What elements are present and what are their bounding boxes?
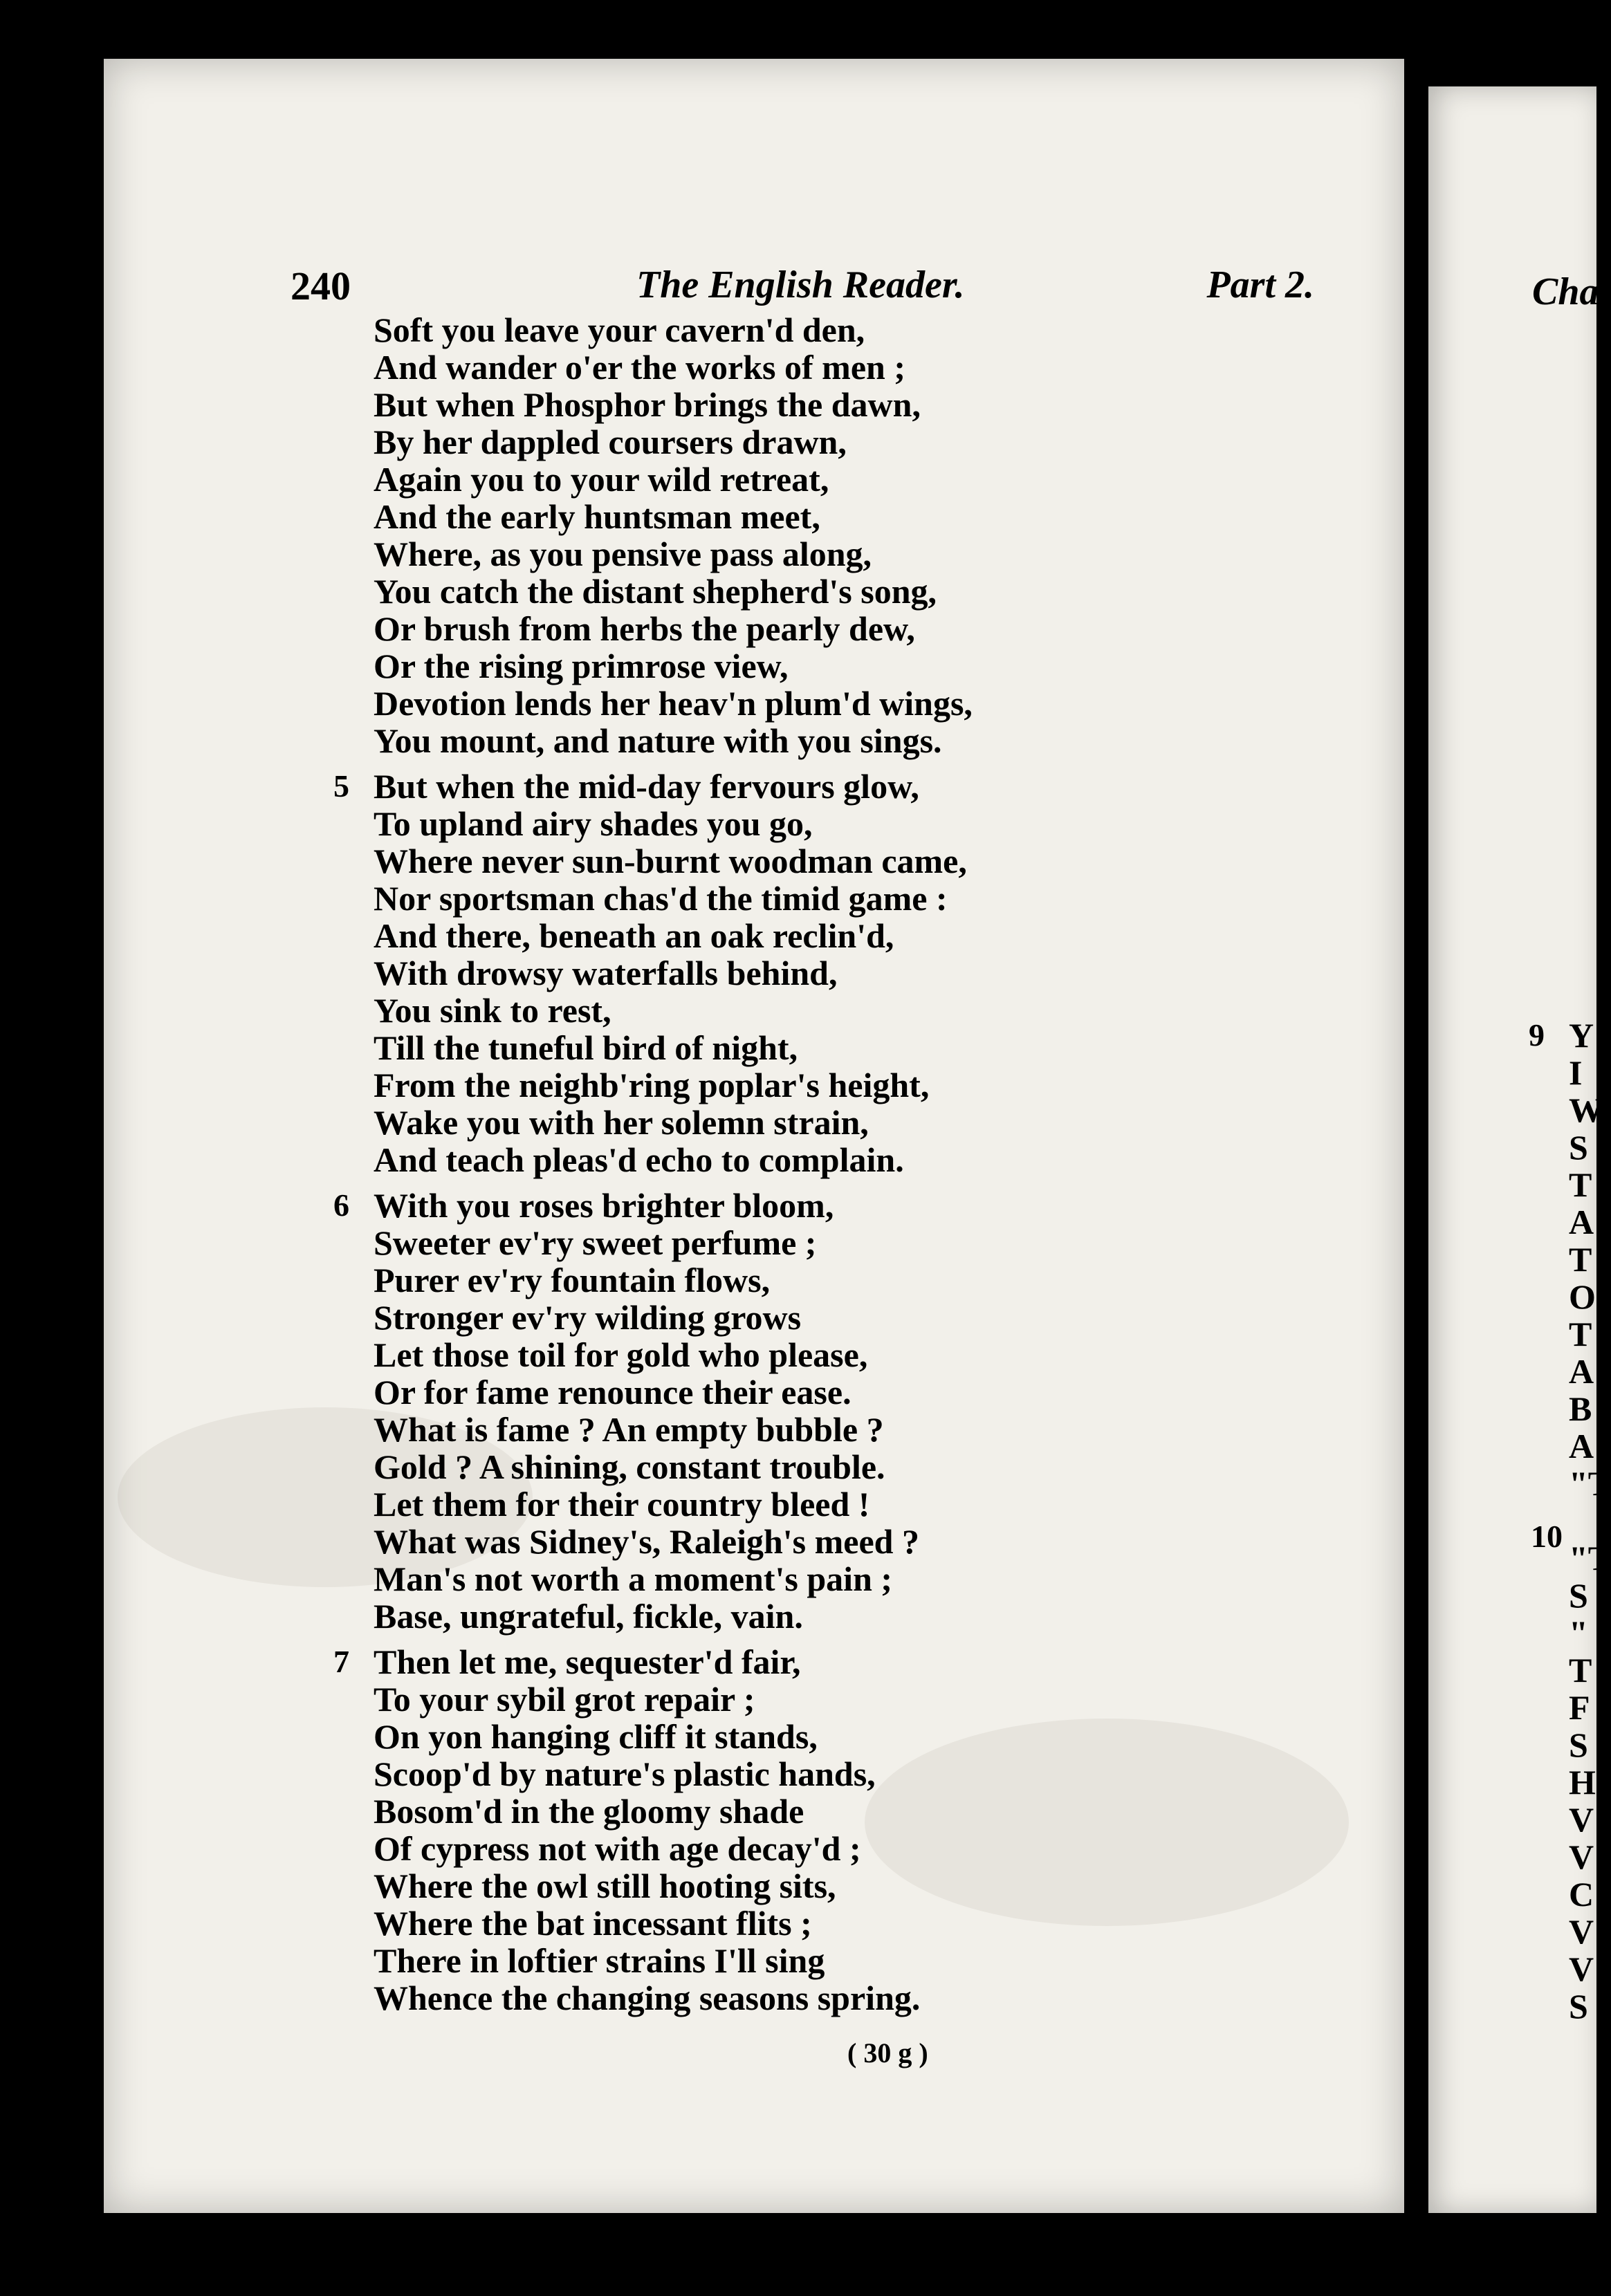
poem-line: Whence the changing seasons spring. xyxy=(374,1979,921,2017)
poem-line: There in loftier strains I'll sing xyxy=(374,1941,825,1980)
book-title: The English Reader. xyxy=(636,263,965,306)
facing-page-line-fragment xyxy=(1569,1502,1611,1539)
facing-page-line-fragment: T xyxy=(1569,1651,1592,1689)
poem-line: Bosom'd in the gloomy shade xyxy=(374,1792,804,1831)
poem-line: And the early huntsman meet, xyxy=(374,497,820,536)
poem-line: Or for fame renounce their ease. xyxy=(374,1373,851,1411)
facing-page-line-fragment: T xyxy=(1569,1315,1592,1353)
facing-page-line-fragment: B xyxy=(1569,1389,1592,1428)
stanza xyxy=(333,1186,973,1636)
printer-signature-mark: ( 30 g ) xyxy=(847,2037,928,2068)
poem-line: Man's not worth a moment's pain ; xyxy=(374,1559,893,1598)
stanza-number: 6 xyxy=(333,1187,349,1223)
facing-page-line-fragment: T xyxy=(1569,1240,1592,1279)
poem-line: You sink to rest, xyxy=(374,991,611,1030)
poem-line: What is fame ? An empty bubble ? xyxy=(374,1410,884,1449)
poem-line: Where the bat incessant flits ; xyxy=(374,1904,812,1943)
poem-line: Where the owl still hooting sits, xyxy=(374,1867,836,1905)
facing-page-line-fragment: Y xyxy=(1569,1016,1594,1055)
facing-page-line-fragment: "T xyxy=(1569,1464,1611,1503)
facing-page-line-fragment: V xyxy=(1569,1950,1594,1988)
poem-line: To upland airy shades you go, xyxy=(374,804,813,843)
facing-page-line-fragment: "T xyxy=(1569,1539,1611,1577)
facing-page-line-fragment: V xyxy=(1569,1837,1594,1876)
poem-line: By her dappled coursers drawn, xyxy=(374,423,847,461)
poem-line: But when Phosphor brings the dawn, xyxy=(374,385,921,424)
poem-line: Of cypress not with age decay'd ; xyxy=(374,1829,861,1868)
poem-line: What was Sidney's, Raleigh's meed ? xyxy=(374,1522,919,1561)
poem-line: But when the mid-day fervours glow, xyxy=(374,767,919,806)
poem-line: With you roses brighter bloom, xyxy=(374,1186,834,1225)
poem-line: And wander o'er the works of men ; xyxy=(374,348,905,387)
facing-page-line-fragment: V xyxy=(1569,1800,1594,1839)
facing-stanza-number: 10 xyxy=(1531,1519,1563,1554)
poem-line: Scoop'd by nature's plastic hands, xyxy=(374,1755,876,1793)
poem-text xyxy=(333,311,973,2017)
poem-line: Gold ? A shining, constant trouble. xyxy=(374,1447,885,1486)
poem-line: With drowsy waterfalls behind, xyxy=(374,954,838,992)
facing-page-line-fragment: " xyxy=(1569,1613,1588,1652)
poem-line: Or the rising primrose view, xyxy=(374,647,789,685)
poem-line: And there, beneath an oak reclin'd, xyxy=(374,916,894,955)
poem-line: Or brush from herbs the pearly dew, xyxy=(374,609,915,648)
poem-line: Wake you with her solemn strain, xyxy=(374,1103,869,1142)
poem-line: Sweeter ev'ry sweet perfume ; xyxy=(374,1223,817,1262)
poem-line: Nor sportsman chas'd the timid game : xyxy=(374,879,948,918)
poem-line: Let those toil for gold who please, xyxy=(374,1335,868,1374)
stanza xyxy=(374,311,973,759)
poem-line: Again you to your wild retreat, xyxy=(374,460,829,499)
facing-page-line-fragment: W xyxy=(1569,1091,1603,1129)
poem-line: Stronger ev'ry wilding grows xyxy=(374,1298,802,1337)
facing-page-line-fragment: A xyxy=(1569,1427,1594,1465)
book-gutter xyxy=(1404,41,1428,2255)
poem-line: Purer ev'ry fountain flows, xyxy=(374,1261,771,1299)
poem-line: Where, as you pensive pass along, xyxy=(374,535,872,573)
facing-page-line-fragment: S xyxy=(1569,1725,1588,1764)
part-label: Part 2. xyxy=(1206,263,1314,306)
facing-page-line-fragment: S xyxy=(1569,1987,1588,2026)
poem-line: On yon hanging cliff it stands, xyxy=(374,1717,818,1756)
facing-page-line-fragment: V xyxy=(1569,1912,1594,1951)
poem-line: Till the tuneful bird of night, xyxy=(374,1028,798,1067)
facing-page-header: Cha xyxy=(1532,270,1599,313)
facing-page-line-fragment: S xyxy=(1569,1128,1588,1167)
facing-page-letters xyxy=(1569,1017,1611,2025)
facing-stanza-number: 9 xyxy=(1529,1017,1545,1053)
poem-line: Then let me, sequester'd fair, xyxy=(374,1642,801,1681)
facing-page-line-fragment: O xyxy=(1569,1277,1596,1316)
facing-page-line-fragment: T xyxy=(1569,1165,1592,1204)
facing-page-line-fragment: I xyxy=(1569,1053,1583,1092)
stanza-number: 5 xyxy=(333,768,349,804)
running-head xyxy=(291,263,1314,318)
poem-line: Where never sun-burnt woodman came, xyxy=(374,842,967,880)
stanza-number: 7 xyxy=(333,1644,349,1679)
stanza xyxy=(333,767,973,1179)
facing-page-line-fragment: C xyxy=(1569,1875,1594,1914)
poem-line: To your sybil grot repair ; xyxy=(374,1680,755,1719)
poem-line: Devotion lends her heav'n plum'd wings, xyxy=(374,684,973,723)
poem-line: You mount, and nature with you sings. xyxy=(374,721,942,760)
poem-line: From the neighb'ring poplar's height, xyxy=(374,1066,930,1104)
poem-line: Soft you leave your cavern'd den, xyxy=(374,311,865,349)
facing-page-line-fragment: A xyxy=(1569,1203,1594,1241)
page-number: 240 xyxy=(291,263,351,308)
poem-line: Let them for their country bleed ! xyxy=(374,1485,870,1524)
facing-page-line-fragment: F xyxy=(1569,1688,1590,1727)
poem-line: You catch the distant shepherd's song, xyxy=(374,572,937,611)
poem-line: And teach pleas'd echo to complain. xyxy=(374,1140,904,1179)
poem-line: Base, ungrateful, fickle, vain. xyxy=(374,1597,803,1636)
facing-page-line-fragment: A xyxy=(1569,1352,1594,1391)
facing-page-line-fragment: S xyxy=(1569,1576,1588,1615)
facing-page-line-fragment: H xyxy=(1569,1763,1596,1802)
stanza xyxy=(333,1642,973,2017)
